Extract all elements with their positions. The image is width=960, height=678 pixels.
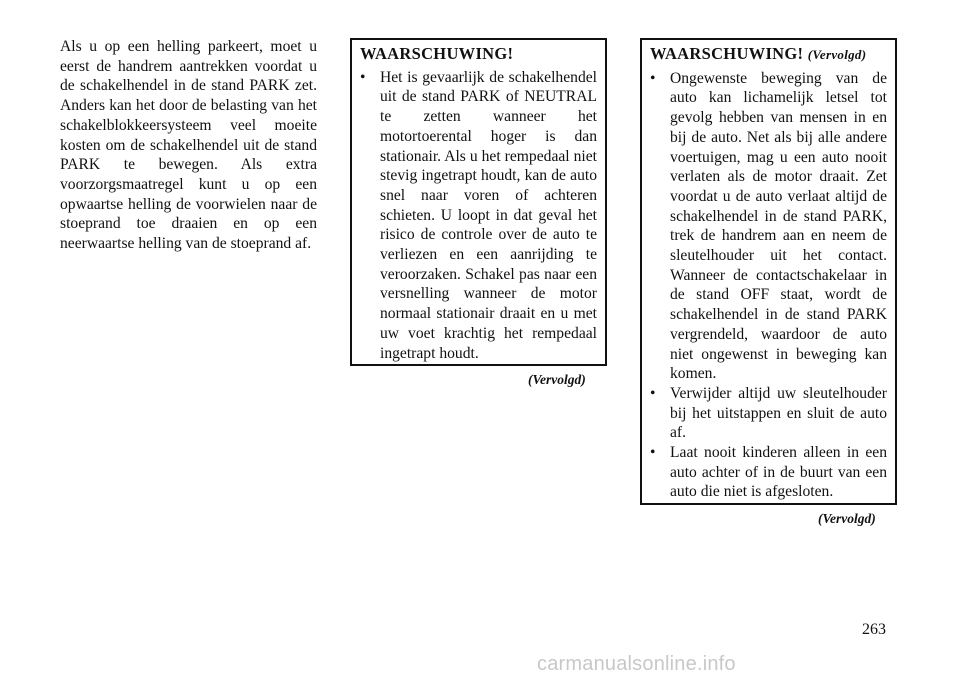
warning-title-text: WAARSCHUWING! bbox=[360, 44, 514, 63]
warning-title bbox=[360, 44, 597, 64]
watermark-text: carmanualsonline.info bbox=[537, 653, 736, 675]
warning-bullet-list bbox=[360, 68, 597, 364]
bullet-text: Laat nooit kinderen alleen in een auto achter of in de buurt van een auto die niet is afgesloten. bbox=[670, 444, 887, 501]
warning-bullet bbox=[650, 384, 887, 443]
bullet-text: Verwijder altijd uw sleutelhouder bij het uitstappen en sluit de auto af. bbox=[670, 384, 887, 442]
bullet-icon: • bbox=[650, 384, 656, 402]
body-paragraph: Als u op een helling parkeert, moet u eerst de handrem aantrekken voordat u de schakelhendel in de stand PARK zet. Anders kan het door de belasting van het schakelblokkeersysteem veel moeite kosten om de schakelhendel uit de stand PARK te bewegen. Als extra voorzorgsmaatregel kunt u op een opwaartse helling de voorwielen naar de stoeprand toe draaien en op een neerwaartse helling van de stoeprand af. bbox=[60, 38, 317, 253]
continued-label-1: (Vervolgd) bbox=[528, 372, 586, 387]
bullet-icon: • bbox=[650, 444, 656, 462]
bullet-icon: • bbox=[360, 68, 366, 86]
warning-bullet bbox=[650, 443, 887, 502]
warning-title-text: WAARSCHUWING! bbox=[650, 44, 804, 63]
warning-bullet bbox=[360, 68, 597, 364]
warning-box-2 bbox=[640, 38, 897, 505]
warning-bullet-list bbox=[650, 69, 887, 502]
warning-title bbox=[650, 44, 887, 65]
warning-box-1 bbox=[350, 38, 607, 366]
warning-title-continued: (Vervolgd) bbox=[807, 47, 867, 62]
warning-bullet bbox=[650, 69, 887, 384]
continued-label-2: (Vervolgd) bbox=[818, 511, 876, 526]
bullet-icon: • bbox=[650, 69, 656, 87]
page-number: 263 bbox=[862, 621, 886, 638]
bullet-text: Ongewenste beweging van de auto kan lichamelijk letsel tot gevolg hebben van mensen in en bij de auto. Net als bij alle andere voertuigen, mag u een auto nooit verlaten als de motor draait. Zet voordat u de auto verlaat altijd de schakelhendel in de stand PARK, trek de handrem aan en neem de sleutelhouder uit het contact. Wanneer de contactschakelaar in de stand OFF staat, wordt de schakelhendel in de stand PARK vergrendeld, waardoor de auto niet ongewenst in beweging kan komen. bbox=[670, 69, 887, 383]
bullet-text: Het is gevaarlijk de schakelhendel uit de stand PARK of NEUTRAL te zetten wanneer het motortoerental hoger is dan stationair. Als u het rempedaal niet stevig ingetrapt houdt, kan de auto snel naar voren of achteren schieten. U loopt in dat geval het risico de controle over de auto te verliezen en een aanrijding te veroorzaken. Schakel pas naar een versnelling wanneer de motor normaal stationair draait en u met uw voet krachtig het rempedaal ingetrapt houdt. bbox=[380, 68, 597, 362]
